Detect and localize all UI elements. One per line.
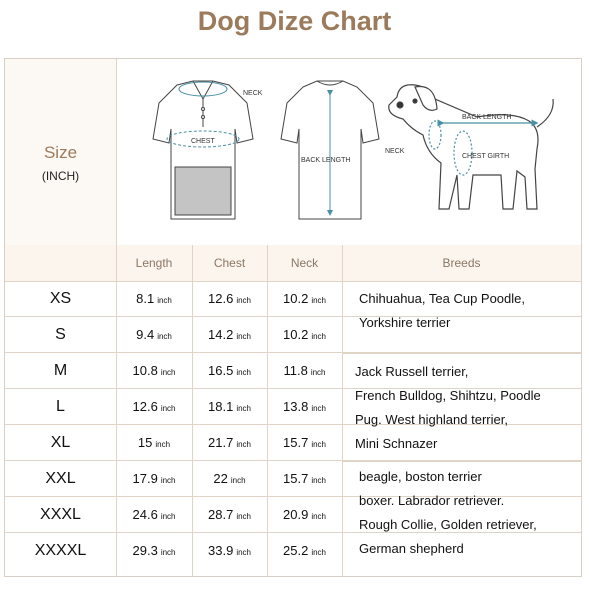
size-cell: M [53,362,68,379]
illustration-row [5,59,581,246]
chest-cell: 12.6 inch [208,291,251,306]
breed-line: Mini Schnazer [355,436,438,451]
chest-label-front: CHEST [191,138,215,145]
size-cell: XS [49,290,72,307]
length-cell: 29.3 inch [132,543,176,558]
size-header-label: Size [43,143,78,162]
neck-label-front: NECK [243,90,263,97]
length-cell: 12.6 inch [132,399,176,414]
size-cell: L [56,398,65,415]
garment-dog-diagram [117,59,581,245]
chest-cell: 28.7 inch [208,507,251,522]
breed-line: boxer. Labrador retriever. [359,493,505,508]
breed-line: Jack Russell terrier, [355,364,469,379]
breed-line: Rough Collie, Golden retriever, [359,517,537,532]
chest-cell: 22 inch [213,471,246,486]
chest-cell: 18.1 inch [208,399,251,414]
neck-cell: 15.7 inch [283,471,326,486]
length-cell: 15 inch [137,435,171,450]
breed-group-small [345,287,581,335]
neck-cell: 11.8 inch [283,363,326,378]
chest-cell: 33.9 inch [208,543,251,558]
size-cell: XXXXL [34,542,87,559]
size-cell: XL [50,434,71,451]
neck-cell: 15.7 inch [283,435,326,450]
chest-girth-label-dog: CHEST GIRTH [462,153,510,160]
chest-cell: 14.2 inch [208,327,251,342]
back-length-label-back: BACK LENGTH [301,157,351,164]
measurement-illustration [117,59,581,245]
neck-cell: 10.2 inch [283,327,326,342]
breed-line: Pug. West highland terrier, [355,412,508,427]
breed-line: Yorkshire terrier [359,315,451,330]
length-cell: 8.1 inch [136,291,172,306]
size-header-cell [5,59,117,245]
breed-group-medium [345,360,581,456]
header-chest: Chest [213,256,246,270]
length-cell: 10.8 inch [132,363,176,378]
page-title: Dog Dize Chart [197,6,392,36]
breed-line: beagle, boston terrier [359,469,482,484]
neck-cell: 13.8 inch [283,399,326,414]
neck-cell: 10.2 inch [283,291,326,306]
length-cell: 24.6 inch [132,507,176,522]
breed-line: Chihuahua, Tea Cup Poodle, [359,291,525,306]
header-length: Length [135,256,173,270]
breed-divider [342,353,581,354]
breed-line: French Bulldog, Shihtzu, Poodle [355,388,541,403]
shirt-front-drawing [153,81,253,219]
neck-cell: 25.2 inch [283,543,326,558]
neck-label-dog: NECK [385,148,405,155]
breed-divider [342,461,581,462]
length-cell: 17.9 inch [132,471,176,486]
size-chart-table [4,58,582,577]
column-header-row [5,245,581,282]
size-cell: XXL [45,470,76,487]
back-length-label-dog: BACK LENGTH [462,114,512,121]
chest-cell: 16.5 inch [208,363,251,378]
breed-group-large [345,465,581,561]
dog-drawing [389,85,553,209]
header-breeds: Breeds [442,256,481,270]
size-cell: XXXL [40,506,81,523]
size-cell: S [55,326,66,343]
shirt-back-drawing [281,81,379,219]
neck-cell: 20.9 inch [283,507,326,522]
header-neck: Neck [290,256,319,270]
breed-line: German shepherd [359,541,464,556]
chest-cell: 21.7 inch [208,435,251,450]
length-cell: 9.4 inch [136,327,172,342]
size-header-unit: (INCH) [41,169,80,183]
